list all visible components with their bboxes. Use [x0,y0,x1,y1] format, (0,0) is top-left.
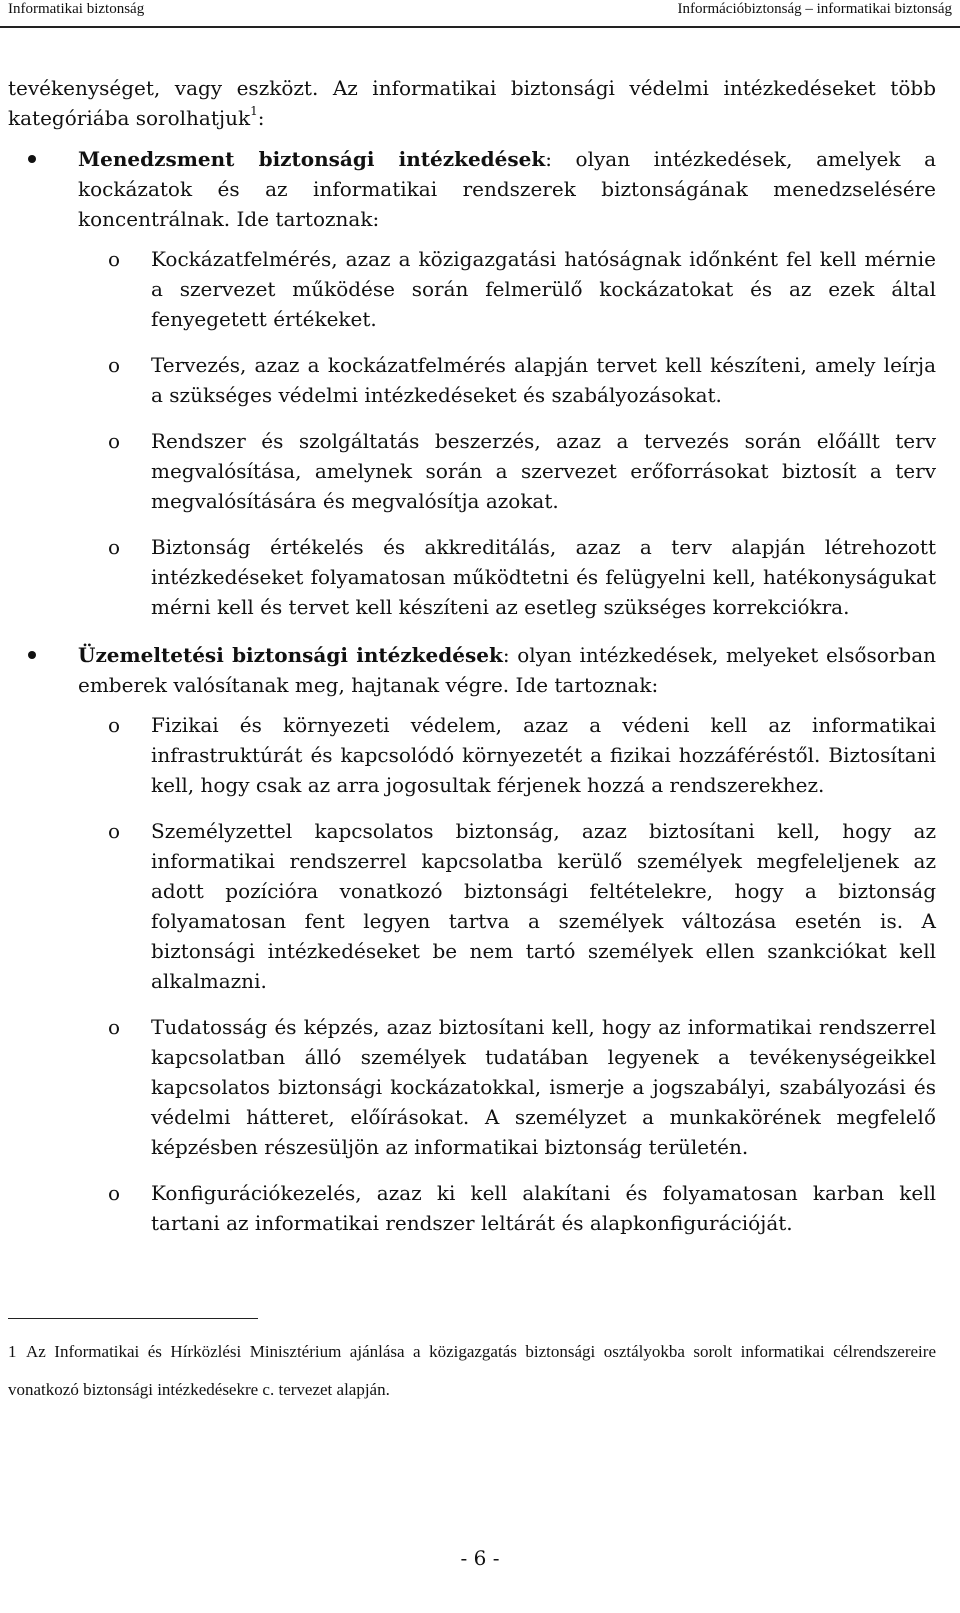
circle-bullet-icon: o [108,819,121,843]
circle-bullet-icon: o [108,1181,121,1205]
bullet-management [8,144,936,622]
intro-text: tevékenységet, vagy eszközt. Az informatikai biztonsági védelmi intézkedéseket több kategóriába sorolhatjuk [8,76,936,130]
circle-bullet-icon: o [108,353,121,377]
bullet-operational [8,640,936,1238]
list-item [8,350,936,410]
list-item-text: Kockázatfelmérés, azaz a közigazgatási hatóságnak időnként fel kell mérnie a szervezet működése során felmerülő kockázatokat és az ezek által fenyegetett értékeket. [151,247,936,331]
footnote-text: Az Informatikai és Hírközlési Minisztérium ajánlása a közigazgatás biztonsági osztályokba sorolt informatikai célrendszereire vonatkozó biztonsági intézkedésekre c. tervezet alapján. [8,1342,936,1399]
circle-bullet-icon: o [108,247,121,271]
circle-bullet-icon: o [108,1015,121,1039]
list-item-text: Fizikai és környezeti védelem, azaz a védeni kell az informatikai infrastruktúrát és kapcsolódó környezetét a fizikai hozzáféréstől. Biztosítani kell, hogy csak az arra jogosultak férjenek hozzá a rendszerekhez. [151,713,936,797]
page-number: - 6 - [460,1546,500,1570]
bullet-text: : olyan intézkedések, amelyek a kockázatok és az informatikai rendszerek biztonságának menedzselésére koncentrálnak. Ide tartoznak: [78,147,936,231]
bullet-dot-icon [28,651,36,659]
bullet-dot-icon [28,155,36,163]
circle-bullet-icon: o [108,535,121,559]
header-divider [0,26,960,28]
list-item [8,1012,936,1162]
list-item-text: Személyzettel kapcsolatos biztonság, azaz biztosítani kell, hogy az informatikai rendszerrel kapcsolatba kerülő személyek megfeleljenek az adott pozícióra vonatkozó biztonsági feltételekre, hogy a biztonság folyamatosan fent legyen tartva a személyek változása esetén is. A biztonsági intézkedéseket be nem tartó személyek ellen szankciókat kell alkalmazni. [151,819,936,993]
list-item [8,244,936,334]
sublist-management [78,244,936,622]
header-right-title: Információbiztonság – informatikai biztonság [677,1,952,17]
bullet-term: Menedzsment biztonsági intézkedések [78,147,546,171]
circle-bullet-icon: o [108,713,121,737]
sublist-operational [78,710,936,1238]
footnote-number: 1 [8,1342,17,1361]
circle-bullet-icon: o [108,429,121,453]
list-item [8,426,936,516]
bullet-term: Üzemeltetési biztonsági intézkedések [78,643,503,667]
list-item-text: Tudatosság és képzés, azaz biztosítani kell, hogy az informatikai rendszerrel kapcsolatban álló személyek tudatában legyenek a tevékenységeikkel kapcsolatos biztonsági kockázatokkal, ismerje a jogszabályi, szabályozási és védelmi hátteret, előírásokat. A személyzet a munkakörének megfelelő képzésben részesüljön az informatikai biztonság területén. [151,1015,936,1159]
list-item [8,532,936,622]
intro-colon: : [257,106,265,130]
footnote-reference[interactable]: 1 [250,104,258,118]
list-item-text: Biztonság értékelés és akkreditálás, azaz a terv alapján létrehozott intézkedéseket folyamatosan működtetni és felügyelni kell, hatékonyságukat mérni kell és tervet kell készíteni az esetleg szükséges korrekciókra. [151,535,936,619]
footnote-divider [8,1318,258,1319]
list-item-text: Rendszer és szolgáltatás beszerzés, azaz a tervezés során előállt terv megvalósítása, amelynek során a szervezet erőforrásokat biztosít a terv megvalósítására és megvalósítja azokat. [151,429,936,513]
list-item [8,710,936,800]
list-item [8,816,936,996]
bullet-text: : olyan intézkedések, melyeket elsősorban emberek valósítanak meg, hajtanak végre. Ide tartoznak: [78,643,936,697]
page-header [8,0,952,27]
main-content [8,73,936,1238]
footnote [8,1333,936,1409]
list-item-text: Tervezés, azaz a kockázatfelmérés alapján tervet kell készíteni, amely leírja a szükséges védelmi intézkedéseket és szabályozásokat. [151,353,936,407]
list-item-text: Konfigurációkezelés, azaz ki kell alakítani és folyamatosan karban kell tartani az informatikai rendszer leltárát és alapkonfigurációját. [151,1181,936,1235]
list-item [8,1178,936,1238]
intro-paragraph [8,73,936,133]
header-left-title: Informatikai biztonság [8,1,145,17]
